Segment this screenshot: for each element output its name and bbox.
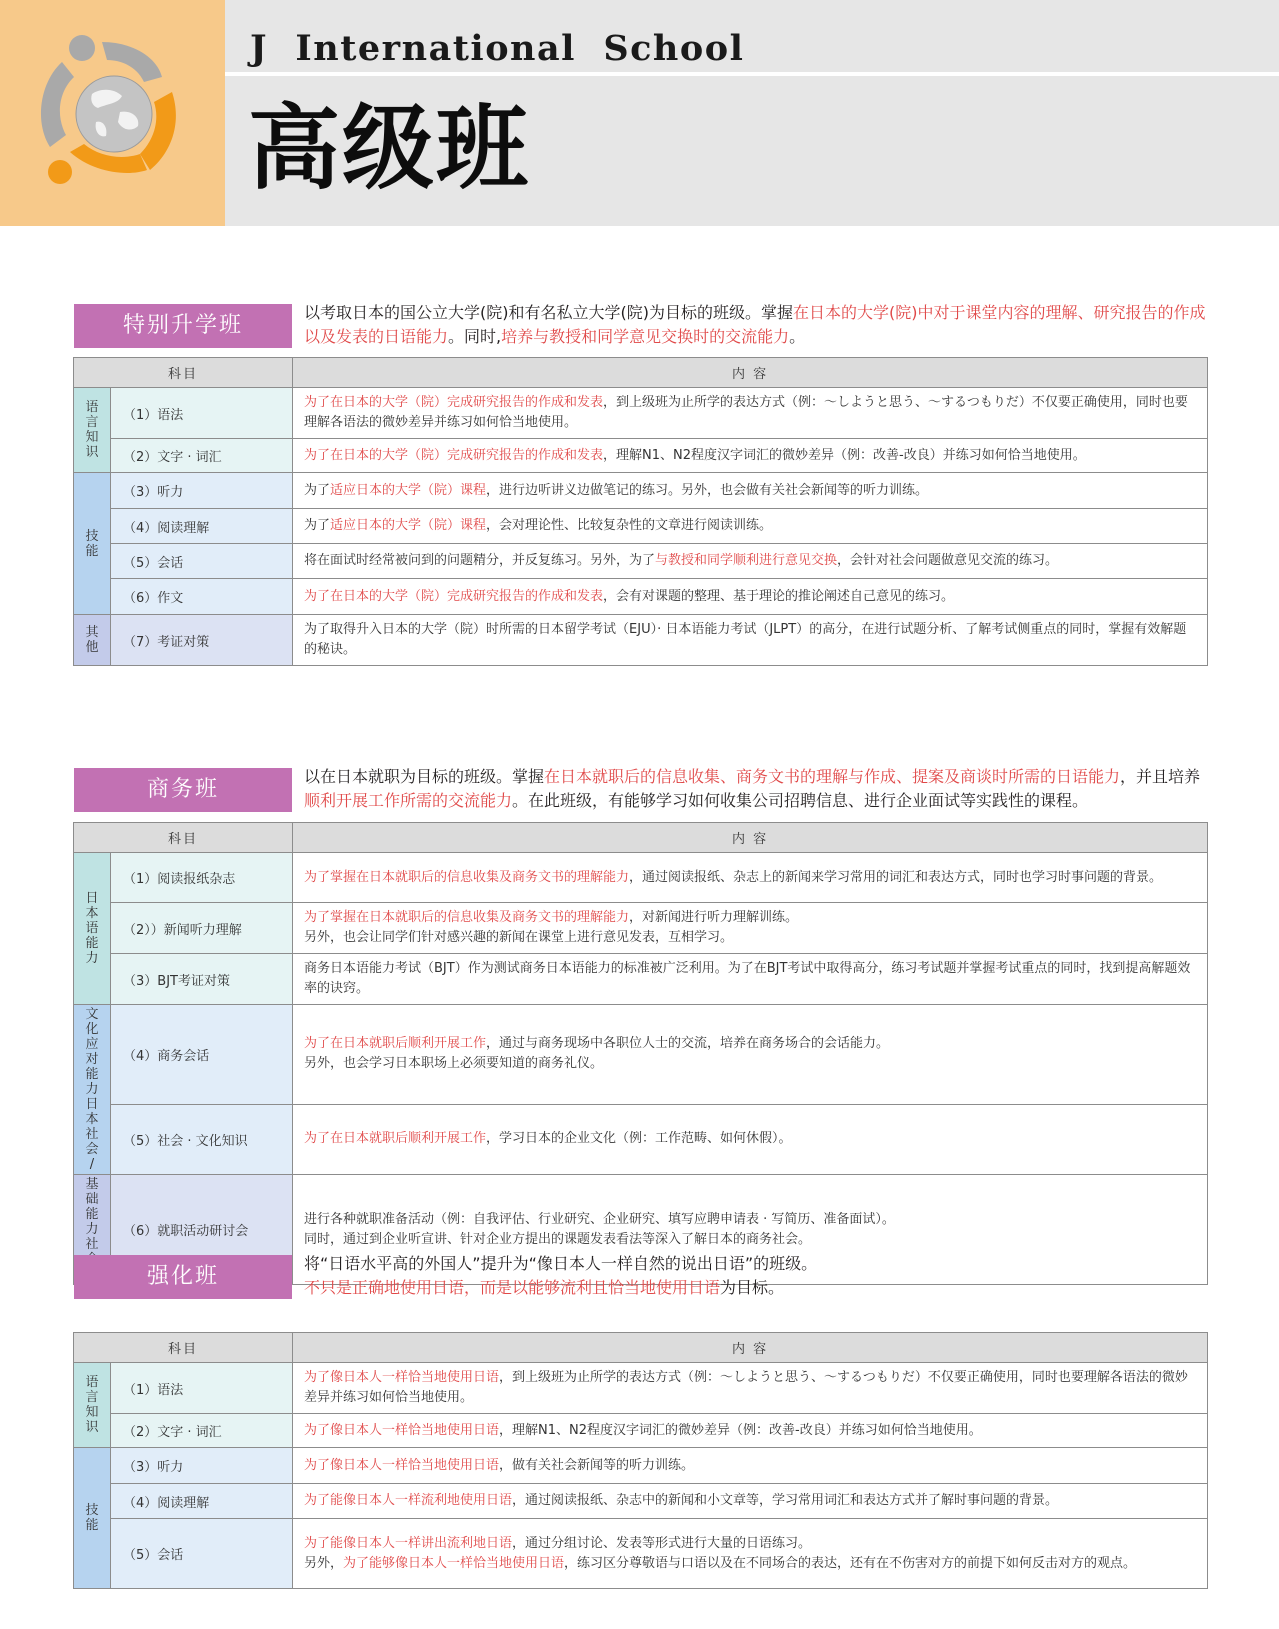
header-content: 内 容 <box>293 1333 1208 1363</box>
subject-cell: （2）文字 · 词汇 <box>111 1414 293 1448</box>
table-row <box>74 954 1208 1005</box>
body-text: ，会有对课题的整理、基于理论的推论阐述自己意见的练习。 <box>603 588 955 604</box>
highlight-text: 为了在日本的大学（院）完成研究报告的作成和发表 <box>304 395 604 410</box>
body-text: ，通过阅读报纸、杂志中的新闻和小文章等，学习常用词汇和表达方式并了解时事问题的背景。 <box>512 1493 1059 1508</box>
subject-cell: （4）阅读理解 <box>111 1484 293 1519</box>
category-cell <box>74 615 111 666</box>
category-cell <box>74 1005 111 1175</box>
table-row <box>74 1484 1208 1519</box>
body-text: 同时，通过到企业听宣讲、针对企业方提出的课题发表看法等深入了解日本的商务社会。 <box>304 1231 812 1247</box>
table-row <box>74 473 1208 509</box>
highlight-text: 顺利开展工作所需的交流能力 <box>304 791 513 810</box>
subject-cell: （5）社会 · 文化知识 <box>111 1104 293 1174</box>
body-text: 将“日语水平高的外国人”提升为“像日本人一样自然的说出日语”的班级。 <box>304 1254 818 1273</box>
highlight-text: 为了像日本人一样恰当地使用日语 <box>304 1370 500 1385</box>
category-label: 技能 <box>85 528 99 559</box>
header-subject: 科目 <box>74 823 293 853</box>
highlight-text: 在日本就职后的信息收集、商务文书的理解与作成、提案及商谈时所需的日语能力 <box>544 767 1121 786</box>
content-cell <box>293 1484 1208 1519</box>
highlight-text: 为了在日本就职后顺利开展工作 <box>304 1036 487 1052</box>
highlight-text: 为了掌握在日本就职后的信息收集及商务文书的理解能力 <box>304 869 630 885</box>
content-cell <box>293 1519 1208 1589</box>
body-text: 为了 <box>304 518 331 533</box>
header-content: 内 容 <box>293 823 1208 853</box>
category-label: 日本语能力 <box>85 891 99 966</box>
section-badge: 特别升学班 <box>74 304 292 348</box>
content-cell <box>293 615 1208 666</box>
content-cell <box>293 903 1208 954</box>
school-name: J International School <box>250 28 745 69</box>
header-content: 内 容 <box>293 358 1208 388</box>
table-row <box>74 1519 1208 1589</box>
category-label: 基础能力 社 <box>85 1177 99 1252</box>
subject-cell: （1）阅读报纸杂志 <box>111 853 293 903</box>
highlight-text: 为了能像日本人一样流利地使用日语 <box>304 1493 513 1508</box>
highlight-text: 适应日本的大学（院）课程 <box>330 482 487 498</box>
category-label: 技能 <box>85 1503 99 1533</box>
content-cell <box>293 1104 1208 1174</box>
content-cell <box>293 439 1208 473</box>
subject-cell: （4）阅读理解 <box>111 509 293 544</box>
category-label: 文化应对能力 日本社会 / <box>85 1007 99 1172</box>
category-cell <box>74 388 111 473</box>
subject-cell: （7）考证对策 <box>111 615 293 666</box>
course-table <box>73 822 1208 1285</box>
content-cell <box>293 1363 1208 1414</box>
highlight-text: 为了像日本人一样恰当地使用日语 <box>304 1457 500 1473</box>
table-row <box>74 439 1208 473</box>
body-text: 另外，也会让同学们针对感兴趣的新闻在课堂上进行意见发表，互相学习。 <box>304 930 734 945</box>
subject-cell: （3）听力 <box>111 473 293 509</box>
highlight-text: 与教授和同学顺利进行意见交换 <box>655 553 838 568</box>
content-cell <box>293 544 1208 579</box>
body-text: ，进行边听讲义边做笔记的练习。另外，也会做有关社会新闻等的听力训练。 <box>486 482 929 498</box>
subject-cell: （1）语法 <box>111 1363 293 1414</box>
table-row <box>74 1448 1208 1484</box>
subject-cell: （6）作文 <box>111 579 293 615</box>
globe-logo-icon <box>22 22 190 190</box>
table-row <box>74 1363 1208 1414</box>
content-cell <box>293 509 1208 544</box>
body-text: ，学习日本的企业文化（例：工作范畴、如何休假）。 <box>486 1131 792 1147</box>
subject-cell: （3）BJT考证对策 <box>111 954 293 1005</box>
body-text: ，会针对社会问题做意见交流的练习。 <box>837 553 1059 568</box>
content-cell <box>293 853 1208 903</box>
section-intro <box>304 1252 1214 1300</box>
subject-cell: （5）会话 <box>111 544 293 579</box>
body-text: ，通过与商务现场中各职位人士的交流，培养在商务场合的会话能力。 <box>486 1036 890 1052</box>
body-text: 。 <box>789 327 806 346</box>
section-badge: 强化班 <box>74 1255 292 1299</box>
body-text: ，通过分组讨论、发表等形式进行大量的日语练习。 <box>512 1535 812 1551</box>
body-text: ，理解N1、N2程度汉字词汇的微妙差异（例：改善-改良）并练习如何恰当地使用。 <box>603 447 1086 463</box>
content-cell <box>293 388 1208 439</box>
subject-cell: （6）就职活动研讨会 <box>111 1175 293 1285</box>
table-row <box>74 388 1208 439</box>
subject-cell: （3）听力 <box>111 1448 293 1484</box>
body-text: 。同时, <box>448 327 502 346</box>
section-badge: 商务班 <box>74 768 292 812</box>
table-row <box>74 903 1208 954</box>
content-cell <box>293 1414 1208 1448</box>
category-label: 语言知识 <box>85 1375 99 1435</box>
body-text: 为目标。 <box>720 1278 785 1297</box>
table-row <box>74 579 1208 615</box>
body-text: ，理解N1、N2程度汉字词汇的微妙差异（例：改善-改良）并练习如何恰当地使用。 <box>499 1422 982 1438</box>
highlight-text: 在日本的大学(院)中对于课堂内容的理解、研究报告的作成以及发表的日语能力 <box>304 303 1206 346</box>
highlight-text: 为了像日本人一样恰当地使用日语 <box>304 1422 500 1438</box>
logo-panel <box>0 0 225 226</box>
content-cell <box>293 579 1208 615</box>
category-cell <box>74 473 111 615</box>
content-cell <box>293 1005 1208 1105</box>
body-text: ，到上级班为止所学的表达方式（例：～しようと思う、～するつもりだ）不仅要正确使用，同时也要理解各语法的微妙差异并练习如何恰当地使用。 <box>304 395 1188 430</box>
body-text: ，练习区分尊敬语与口语以及在不同场合的表达，还有在不伤害对方的前提下如何反击对方的观点。 <box>564 1555 1137 1571</box>
course-table <box>73 1332 1208 1589</box>
highlight-text: 不只是正确地使用日语，而是以能够流利且恰当地使用日语 <box>304 1278 721 1297</box>
body-text: ，通过阅读报纸、杂志上的新闻来学习常用的词汇和表达方式，同时也学习时事问题的背景。 <box>629 869 1163 885</box>
highlight-text: 为了能够像日本人一样恰当地使用日语 <box>343 1555 565 1571</box>
table-row <box>74 1005 1208 1105</box>
header-subject: 科目 <box>74 358 293 388</box>
body-text: 将在面试时经常被问到的问题精分，并反复练习。另外，为了 <box>304 553 656 568</box>
highlight-text: 培养与教授和同学意见交换时的交流能力 <box>501 327 790 346</box>
body-text: 商务日本语能力考试（BJT）作为测试商务日本语能力的标准被广泛利用。为了在BJT考试中取得高分，练习考试题并掌握考试重点的同时，找到提高解题效率的诀窍。 <box>304 961 1191 996</box>
table-row <box>74 509 1208 544</box>
body-text: 另外， <box>304 1555 344 1571</box>
subject-cell: （2））新闻听力理解 <box>111 903 293 954</box>
category-cell <box>74 1448 111 1589</box>
subject-cell: （5）会话 <box>111 1519 293 1589</box>
highlight-text: 为了在日本的大学（院）完成研究报告的作成和发表 <box>304 447 604 463</box>
page-title: 高级班 <box>248 95 531 202</box>
table-row <box>74 853 1208 903</box>
header-subject: 科目 <box>74 1333 293 1363</box>
body-text: 为了取得升入日本的大学（院）时所需的日本留学考试（EJU）· 日本语能力考试（JLPT）的高分，在进行试题分析、了解考试侧重点的同时，掌握有效解题的秘诀。 <box>304 622 1187 657</box>
highlight-text: 为了掌握在日本就职后的信息收集及商务文书的理解能力 <box>304 910 630 925</box>
table-row <box>74 544 1208 579</box>
body-text: ，会对理论性、比较复杂性的文章进行阅读训练。 <box>486 518 773 533</box>
category-cell <box>74 853 111 1005</box>
course-table <box>73 357 1208 666</box>
section-intro <box>304 301 1214 349</box>
table-row <box>74 1104 1208 1174</box>
content-cell <box>293 473 1208 509</box>
category-cell <box>74 1363 111 1448</box>
table-row <box>74 615 1208 666</box>
header-banner <box>0 0 1279 226</box>
body-text: 以在日本就职为目标的班级。掌握 <box>304 767 545 786</box>
content-cell <box>293 954 1208 1005</box>
header-divider <box>225 72 1279 76</box>
highlight-text: 为了能像日本人一样讲出流利地日语 <box>304 1535 513 1551</box>
category-label: 语言知识 <box>85 400 99 460</box>
highlight-text: 为了在日本的大学（院）完成研究报告的作成和发表 <box>304 588 604 604</box>
category-label: 其他 <box>85 625 99 655</box>
body-text: 另外，也会学习日本职场上必须要知道的商务礼仪。 <box>304 1056 604 1072</box>
content-cell <box>293 1448 1208 1484</box>
highlight-text: 为了在日本就职后顺利开展工作 <box>304 1131 487 1147</box>
body-text: 进行各种就职准备活动（例：自我评估、行业研究、企业研究、填写应聘申请表 · 写简历、准备面试）。 <box>304 1211 895 1227</box>
body-text: 以考取日本的国公立大学(院)和有名私立大学(院)为目标的班级。掌握 <box>304 303 793 322</box>
subject-cell: （2）文字 · 词汇 <box>111 439 293 473</box>
body-text: ，对新闻进行听力理解训练。 <box>629 910 799 925</box>
body-text: ，到上级班为止所学的表达方式（例：～しようと思う、～するつもりだ）不仅要正确使用，同时也要理解各语法的微妙差异并练习如何恰当地使用。 <box>304 1370 1188 1405</box>
body-text: ，并且培养 <box>1120 767 1201 786</box>
section-intro <box>304 765 1214 813</box>
table-row <box>74 1414 1208 1448</box>
body-text: ，做有关社会新闻等的听力训练。 <box>499 1457 695 1473</box>
subject-cell: （1）语法 <box>111 388 293 439</box>
highlight-text: 适应日本的大学（院）课程 <box>330 518 487 533</box>
subject-cell: （4）商务会话 <box>111 1005 293 1105</box>
body-text: 。在此班级，有能够学习如何收集公司招聘信息、进行企业面试等实践性的课程。 <box>512 791 1089 810</box>
body-text: 为了 <box>304 482 331 498</box>
